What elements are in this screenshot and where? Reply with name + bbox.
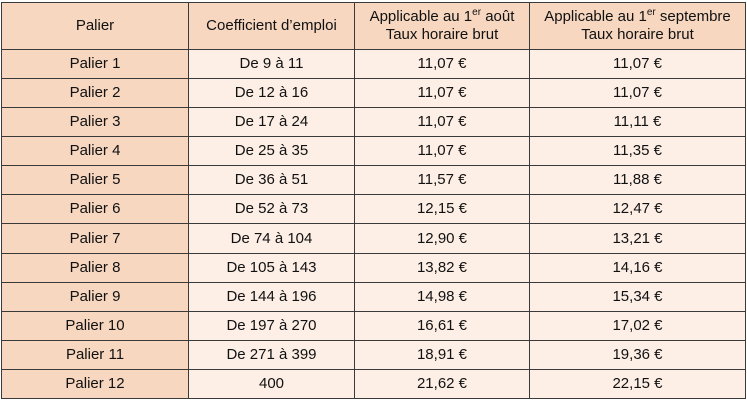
cell-aout: 12,90 €	[355, 224, 530, 253]
cell-coefficient: De 36 à 51	[189, 166, 355, 195]
header-septembre-prefix: Applicable au 1	[544, 8, 647, 25]
table-row	[2, 166, 746, 195]
cell-septembre: 13,21 €	[530, 224, 746, 253]
cell-coefficient: De 74 à 104	[189, 224, 355, 253]
cell-coefficient: De 9 à 11	[189, 50, 355, 79]
cell-septembre: 14,16 €	[530, 253, 746, 282]
cell-palier: Palier 7	[2, 224, 189, 253]
header-septembre-line1	[530, 8, 745, 26]
cell-septembre: 11,11 €	[530, 108, 746, 137]
table-row	[2, 50, 746, 79]
cell-aout: 12,15 €	[355, 195, 530, 224]
cell-aout: 21,62 €	[355, 369, 530, 398]
cell-coefficient: De 52 à 73	[189, 195, 355, 224]
cell-septembre: 22,15 €	[530, 369, 746, 398]
cell-coefficient: De 144 à 196	[189, 282, 355, 311]
cell-palier: Palier 1	[2, 50, 189, 79]
cell-septembre: 19,36 €	[530, 340, 746, 369]
cell-septembre: 12,47 €	[530, 195, 746, 224]
header-septembre-sup: er	[646, 7, 656, 18]
cell-aout: 11,07 €	[355, 50, 530, 79]
header-aout-prefix: Applicable au 1	[369, 8, 473, 25]
cell-septembre: 11,88 €	[530, 166, 746, 195]
header-septembre-suffix: septembre	[655, 8, 731, 25]
cell-palier: Palier 2	[2, 79, 189, 108]
cell-coefficient: De 12 à 16	[189, 79, 355, 108]
header-coefficient: Coefficient d’emploi	[189, 3, 355, 50]
table-row	[2, 224, 746, 253]
cell-palier: Palier 12	[2, 369, 189, 398]
cell-aout: 11,07 €	[355, 137, 530, 166]
cell-palier: Palier 9	[2, 282, 189, 311]
cell-septembre: 11,35 €	[530, 137, 746, 166]
cell-septembre: 17,02 €	[530, 311, 746, 340]
cell-aout: 16,61 €	[355, 311, 530, 340]
header-aout-sup: er	[472, 7, 482, 18]
header-septembre-line2: Taux horaire brut	[581, 26, 694, 43]
header-row	[2, 3, 746, 50]
table-row	[2, 340, 746, 369]
cell-palier: Palier 10	[2, 311, 189, 340]
table-row	[2, 369, 746, 398]
cell-palier: Palier 8	[2, 253, 189, 282]
header-aout-suffix: août	[481, 8, 515, 25]
cell-coefficient: De 197 à 270	[189, 311, 355, 340]
cell-septembre: 11,07 €	[530, 79, 746, 108]
table-header	[2, 3, 746, 50]
cell-septembre: 11,07 €	[530, 50, 746, 79]
header-palier: Palier	[2, 3, 189, 50]
cell-palier: Palier 11	[2, 340, 189, 369]
table-row	[2, 311, 746, 340]
cell-coefficient: 400	[189, 369, 355, 398]
header-aout-line2: Taux horaire brut	[385, 26, 499, 43]
table-row	[2, 108, 746, 137]
cell-palier: Palier 5	[2, 166, 189, 195]
table-row	[2, 137, 746, 166]
header-aout-line1	[355, 8, 529, 26]
cell-septembre: 15,34 €	[530, 282, 746, 311]
cell-aout: 14,98 €	[355, 282, 530, 311]
wage-table	[1, 2, 746, 399]
header-septembre	[530, 3, 746, 50]
cell-aout: 11,57 €	[355, 166, 530, 195]
table-row	[2, 79, 746, 108]
cell-aout: 11,07 €	[355, 79, 530, 108]
cell-palier: Palier 4	[2, 137, 189, 166]
cell-coefficient: De 25 à 35	[189, 137, 355, 166]
table-body	[2, 50, 746, 399]
cell-coefficient: De 105 à 143	[189, 253, 355, 282]
cell-palier: Palier 3	[2, 108, 189, 137]
header-aout	[355, 3, 530, 50]
table-row	[2, 195, 746, 224]
cell-aout: 13,82 €	[355, 253, 530, 282]
table-row	[2, 253, 746, 282]
cell-aout: 11,07 €	[355, 108, 530, 137]
cell-aout: 18,91 €	[355, 340, 530, 369]
table-row	[2, 282, 746, 311]
cell-coefficient: De 271 à 399	[189, 340, 355, 369]
cell-coefficient: De 17 à 24	[189, 108, 355, 137]
cell-palier: Palier 6	[2, 195, 189, 224]
